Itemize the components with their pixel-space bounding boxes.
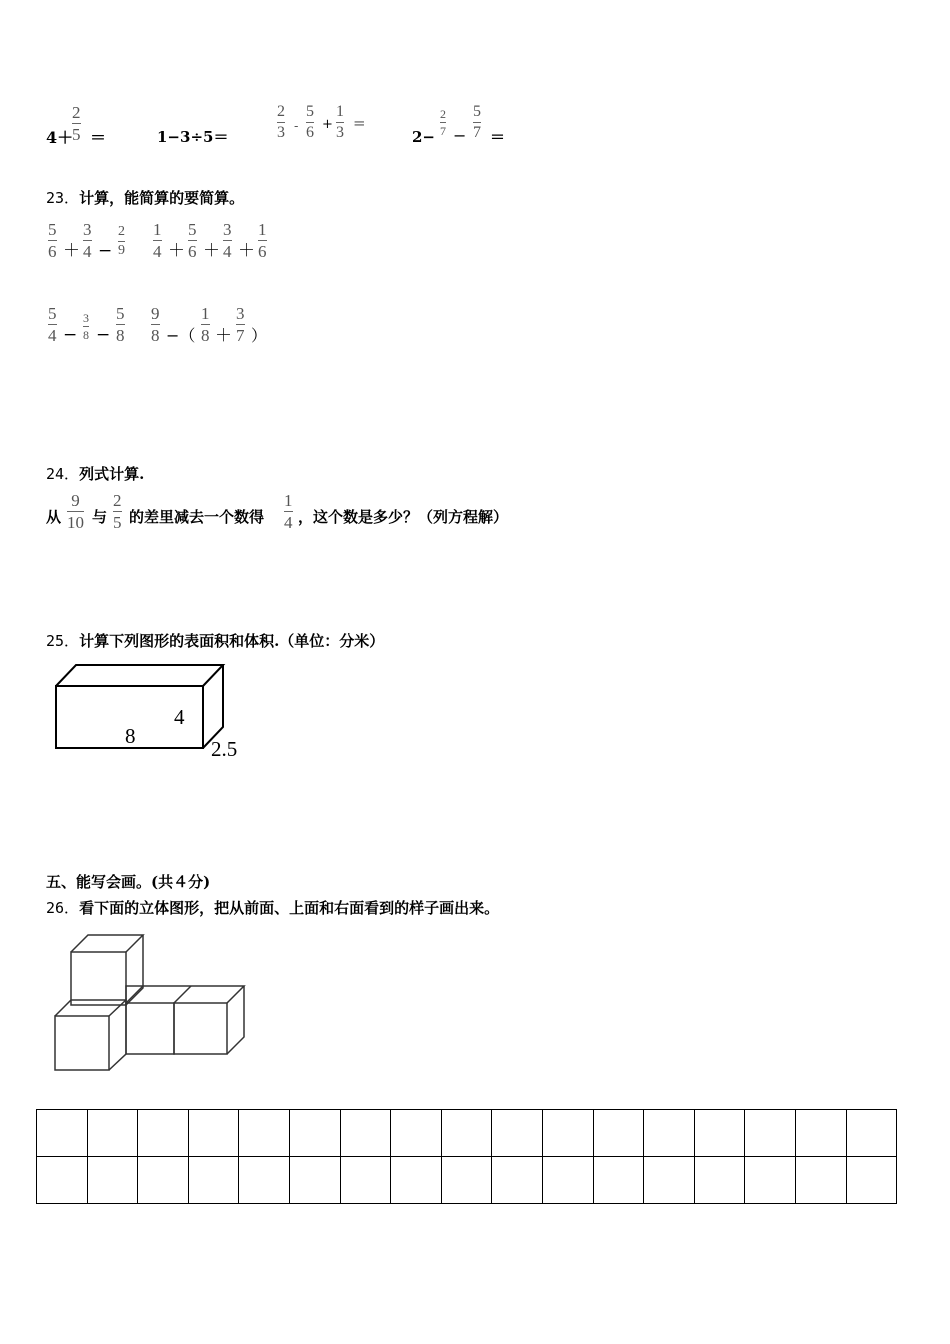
q24-fraction-3: 1 4 — [284, 491, 293, 532]
q24-number: 24． — [46, 465, 80, 483]
q23-e2-fraction-4: 1 6 — [258, 220, 267, 261]
grid-cell — [795, 1110, 846, 1157]
section-5-title: 五、能写会画。(共４分) — [46, 873, 211, 891]
cube-front — [55, 1016, 109, 1070]
q23-e4-op1: −（ — [166, 326, 196, 345]
grid-cell — [391, 1110, 442, 1157]
grid-row — [37, 1157, 897, 1204]
q24-text-4: ，这个数是多少？（列方程解） — [298, 508, 509, 526]
q23-e1-fraction-3: 2 9 — [118, 224, 125, 258]
cube-row-left-edge — [126, 986, 143, 1003]
q23-e3-op1: − — [63, 325, 78, 345]
q23-e2-fraction-1: 1 4 — [153, 220, 162, 261]
q24-text-1: 从 — [46, 508, 62, 526]
q23-e4-fraction-1: 9 8 — [151, 304, 160, 345]
grid-cell — [694, 1110, 745, 1157]
grid-cell — [644, 1157, 695, 1204]
grid-cell — [441, 1110, 492, 1157]
grid-cell — [340, 1157, 391, 1204]
q23-number: 23． — [46, 189, 80, 207]
cube-front-side — [109, 1000, 126, 1070]
expr4-lead: 2− — [412, 128, 436, 146]
q24-fraction-2: 2 5 — [113, 491, 122, 532]
q23-e2-op2: ＋ — [203, 241, 220, 261]
cube-front-lid — [55, 1000, 126, 1016]
q23-e2-op3: ＋ — [238, 241, 255, 261]
expr4-op1: − — [453, 126, 467, 145]
expr3-fraction-2: 5 6 — [306, 103, 314, 141]
grid-row — [37, 1110, 897, 1157]
q23-e4-close: ） — [251, 326, 268, 345]
q23-e4-op2: ＋ — [215, 326, 232, 346]
cuboid-length-label: 8 — [125, 724, 136, 748]
q26-title: 看下面的立体图形，把从前面、上面和右面看到的样子画出来。 — [79, 899, 500, 917]
cube-row-divider — [174, 986, 191, 1003]
grid-cell — [745, 1110, 796, 1157]
q23-e4-fraction-2: 1 8 — [201, 304, 210, 345]
q23-heading — [46, 187, 244, 208]
q24-text-3: 的差里减去一个数得 — [129, 508, 265, 526]
q23-e3-fraction-2: 3 8 — [83, 311, 89, 342]
grid-cell — [289, 1110, 340, 1157]
cuboid-figure — [40, 655, 260, 765]
grid-cell — [846, 1110, 897, 1157]
grid-cell — [37, 1157, 88, 1204]
expr1-equals: ＝ — [90, 128, 107, 147]
q23-title: 计算，能简算的要简算。 — [79, 189, 245, 207]
expr3-equals: = — [353, 114, 366, 132]
q24-fraction-1: 9 10 — [67, 491, 84, 532]
grid-cell — [593, 1110, 644, 1157]
grid-cell — [391, 1157, 442, 1204]
grid-cell — [87, 1110, 138, 1157]
grid-cell — [644, 1110, 695, 1157]
answer-grid — [36, 1109, 897, 1204]
q23-e1-op1: ＋ — [63, 241, 80, 261]
grid-cell — [340, 1110, 391, 1157]
cube-row-2 — [174, 1003, 227, 1054]
grid-cell — [239, 1157, 290, 1204]
grid-cell — [188, 1110, 239, 1157]
q26-heading — [46, 897, 499, 918]
grid-cell — [138, 1110, 189, 1157]
q25-title: 计算下列图形的表面积和体积.（单位：分米） — [79, 632, 385, 650]
q23-e2-fraction-2: 5 6 — [188, 220, 197, 261]
cube-row-lid — [143, 986, 244, 1003]
expr2: 1−3÷5＝ — [157, 128, 229, 146]
grid-cell — [542, 1157, 593, 1204]
cuboid-top-face — [56, 665, 223, 686]
q23-e3-op2: − — [96, 325, 111, 345]
q25-number: 25． — [46, 632, 80, 650]
grid-cell — [846, 1157, 897, 1204]
grid-cell — [289, 1157, 340, 1204]
grid-cell — [492, 1157, 543, 1204]
grid-cell — [492, 1110, 543, 1157]
grid-cell — [542, 1110, 593, 1157]
expr3-fraction-3: 1 3 — [336, 103, 344, 141]
expr1-fraction: 2 5 — [72, 103, 81, 144]
cube-arrangement-figure — [48, 928, 253, 1076]
cube-top-lid — [71, 935, 143, 952]
q23-e3-fraction-3: 5 8 — [116, 304, 125, 345]
cuboid-height-label: 4 — [174, 705, 185, 729]
q24-title: 列式计算. — [79, 465, 145, 483]
grid-cell — [795, 1157, 846, 1204]
q23-e2-fraction-3: 3 4 — [223, 220, 232, 261]
q26-number: 26． — [46, 899, 80, 917]
q23-e3-fraction-1: 5 4 — [48, 304, 57, 345]
cube-top-front — [71, 952, 126, 1005]
grid-cell — [441, 1157, 492, 1204]
grid-cell — [87, 1157, 138, 1204]
expr3-fraction-1: 2 3 — [277, 103, 285, 141]
q23-e2-op1: ＋ — [168, 241, 185, 261]
q24-heading — [46, 463, 144, 484]
q23-e1-fraction-1: 5 6 — [48, 220, 57, 261]
q23-e1-op2: − — [98, 241, 113, 261]
expr3-op2: + — [322, 117, 333, 132]
expr4-fraction-1: 2 7 — [440, 107, 446, 138]
cube-row-1 — [126, 1003, 174, 1054]
cuboid-width-label: 2.5 — [211, 737, 238, 761]
q25-heading — [46, 630, 384, 651]
grid-cell — [593, 1157, 644, 1204]
grid-cell — [745, 1157, 796, 1204]
grid-cell — [37, 1110, 88, 1157]
q23-e1-fraction-2: 3 4 — [83, 220, 92, 261]
grid-cell — [188, 1157, 239, 1204]
grid-cell — [239, 1110, 290, 1157]
cuboid-side-face — [203, 665, 223, 748]
expr3-op1: - — [294, 119, 299, 134]
expr1-lead: 4＋ — [46, 128, 74, 147]
cube-row-side — [227, 986, 244, 1054]
q23-e4-fraction-3: 3 7 — [236, 304, 245, 345]
q24-text-2: 与 — [92, 508, 108, 526]
expr4-equals: ＝ — [490, 128, 506, 146]
grid-cell — [138, 1157, 189, 1204]
grid-cell — [694, 1157, 745, 1204]
expr4-fraction-2: 5 7 — [473, 103, 481, 141]
